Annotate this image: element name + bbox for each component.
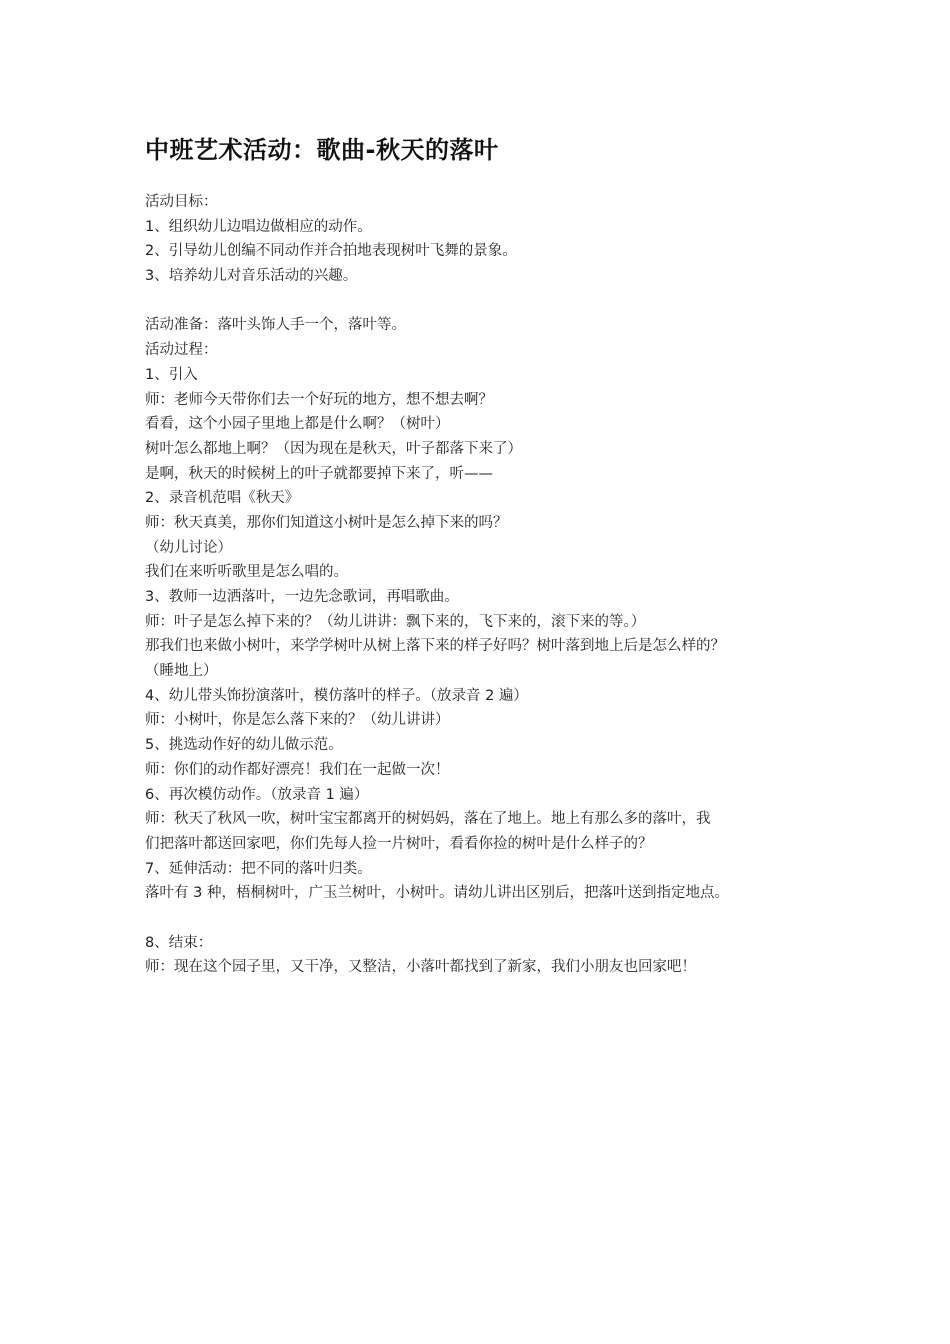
text-line: 7、延伸活动：把不同的落叶归类。 <box>145 860 372 877</box>
text-line: 那我们也来做小树叶，来学学树叶从树上落下来的样子好吗？树叶落到地上后是怎么样的？ <box>145 638 725 655</box>
text-line: 2、录音机范唱《秋天》 <box>145 490 300 507</box>
document-title: 中班艺术活动：歌曲-秋天的落叶 <box>145 136 499 164</box>
text-line: 3、教师一边洒落叶，一边先念歌词，再唱歌曲。 <box>145 589 459 605</box>
text-line: 师：你们的动作都好漂亮！我们在一起做一次！ <box>145 761 450 778</box>
document-body <box>145 190 825 980</box>
blank-line <box>145 289 825 314</box>
text-line: （幼儿讨论） <box>145 539 232 556</box>
text-line: 师：秋天真美，那你们知道这小树叶是怎么掉下来的吗？ <box>145 514 508 531</box>
text-line: 师：叶子是怎么掉下来的？（幼儿讲讲：飘下来的，飞下来的，滚下来的等。） <box>145 613 646 630</box>
text-line: 看看，这个小园子里地上都是什么啊？（树叶） <box>145 416 450 433</box>
text-line: 们把落叶都送回家吧，你们先每人捡一片树叶，看看你捡的树叶是什么样子的？ <box>145 835 653 852</box>
text-line: 8、结束： <box>145 934 213 951</box>
text-line: 树叶怎么都地上啊？（因为现在是秋天，叶子都落下来了） <box>145 440 522 457</box>
text-line: 活动目标： <box>145 194 218 210</box>
text-line: 师：老师今天带你们去一个好玩的地方，想不想去啊？ <box>145 391 493 408</box>
text-line: 2、引导幼儿创编不同动作并合拍地表现树叶飞舞的景象。 <box>145 243 517 260</box>
text-line: 1、引入 <box>145 366 198 383</box>
text-line: 师：秋天了秋风一吹，树叶宝宝都离开的树妈妈，落在了地上。地上有那么多的落叶，我 <box>145 811 711 828</box>
blank-line <box>145 906 825 931</box>
text-line: 是啊，秋天的时候树上的叶子就都要掉下来了，听—— <box>145 465 493 482</box>
text-line: 落叶有 3 种，梧桐树叶，广玉兰树叶，小树叶。请幼儿讲出区别后，把落叶送到指定地点。 <box>145 885 729 902</box>
text-line: 6、再次模仿动作。（放录音 1 遍） <box>145 786 369 803</box>
text-line: 5、挑选动作好的幼儿做示范。 <box>145 737 343 754</box>
text-line: 活动过程： <box>145 342 218 359</box>
text-line: 4、幼儿带头饰扮演落叶，模仿落叶的样子。（放录音 2 遍） <box>145 687 528 704</box>
text-line: 我们在来听听歌里是怎么唱的。 <box>145 564 348 581</box>
text-line: （睡地上） <box>145 663 218 680</box>
text-line: 师：现在这个园子里，又干净，又整洁，小落叶都找到了新家，我们小朋友也回家吧！ <box>145 959 696 976</box>
text-line: 3、培养幼儿对音乐活动的兴趣。 <box>145 268 358 285</box>
text-line: 活动准备：落叶头饰人手一个，落叶等。 <box>145 317 406 334</box>
text-line: 1、组织幼儿边唱边做相应的动作。 <box>145 218 372 235</box>
document-page <box>145 134 825 980</box>
text-line: 师：小树叶，你是怎么落下来的？（幼儿讲讲） <box>145 712 450 729</box>
